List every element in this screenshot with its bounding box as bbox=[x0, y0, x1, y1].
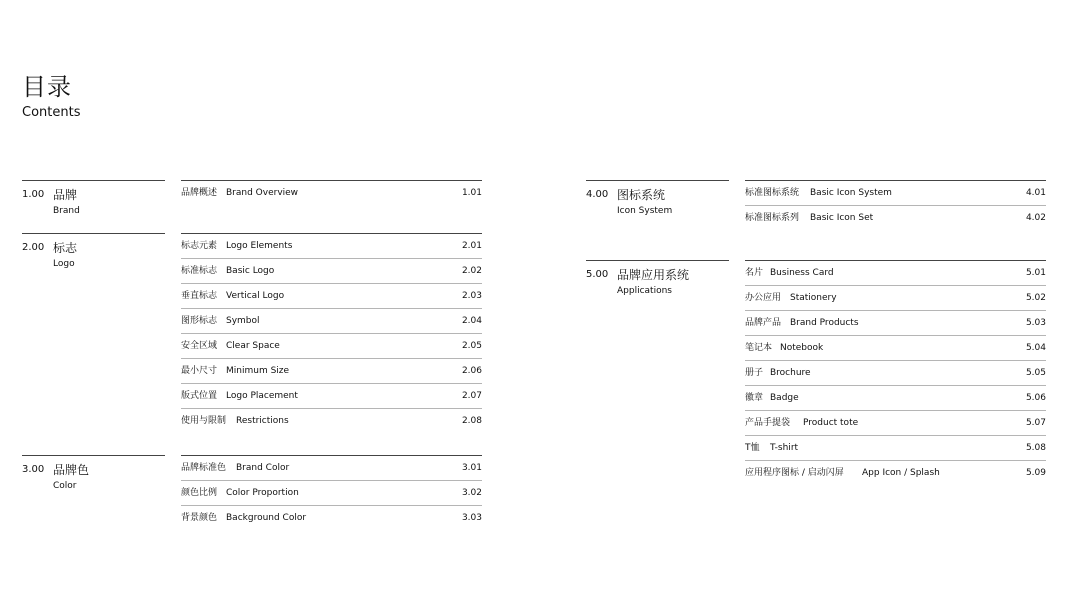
entry-title-zh: 标志元素 bbox=[181, 241, 218, 251]
toc-row-5-08[interactable] bbox=[745, 436, 1046, 461]
toc-row-5-04[interactable] bbox=[745, 336, 1046, 361]
entry-title-zh: 安全区域 bbox=[181, 341, 218, 351]
entry-title-en: Basic Logo bbox=[226, 266, 275, 276]
entry-title-zh: 品牌标准色 bbox=[181, 463, 227, 473]
entry-title-en: Clear Space bbox=[226, 341, 280, 351]
entry-title-zh: 标准图标系统 bbox=[745, 188, 800, 198]
entry-title-en: App Icon / Splash bbox=[862, 468, 940, 478]
entry-title-zh: 应用程序图标 / 启动闪屏 bbox=[745, 468, 844, 478]
entry-title-en: Basic Icon System bbox=[810, 188, 892, 198]
entry-title-zh: 版式位置 bbox=[181, 391, 218, 401]
toc-row-1-01[interactable] bbox=[181, 181, 482, 205]
toc-row-2-05[interactable] bbox=[181, 334, 482, 359]
section-list-applications bbox=[745, 260, 1046, 485]
toc-row-2-07[interactable] bbox=[181, 384, 482, 409]
entry-number: 5.06 bbox=[1025, 393, 1046, 403]
entry-number: 2.03 bbox=[461, 291, 482, 301]
toc-row-5-02[interactable] bbox=[745, 286, 1046, 311]
entry-number: 5.01 bbox=[1025, 268, 1046, 278]
section-list-brand bbox=[181, 180, 482, 205]
toc-row-2-08[interactable] bbox=[181, 409, 482, 433]
section-number: 5.00 bbox=[586, 269, 609, 280]
entry-title-en: Brand Color bbox=[236, 463, 290, 473]
entry-title-zh: 笔记本 bbox=[745, 343, 773, 353]
entry-number: 5.08 bbox=[1025, 443, 1046, 453]
toc-row-5-01[interactable] bbox=[745, 261, 1046, 286]
entry-number: 4.02 bbox=[1025, 213, 1046, 223]
entry-title-en: Logo Elements bbox=[226, 241, 293, 251]
entry-number: 5.04 bbox=[1025, 343, 1046, 353]
entry-title-en: Restrictions bbox=[236, 416, 289, 426]
entry-title-en: Minimum Size bbox=[226, 366, 290, 376]
entry-number: 2.02 bbox=[461, 266, 482, 276]
section-number: 1.00 bbox=[22, 189, 45, 200]
entry-title-en: Vertical Logo bbox=[226, 291, 285, 301]
section-number: 2.00 bbox=[22, 242, 45, 253]
entry-title-en: Stationery bbox=[790, 293, 837, 303]
entry-number: 1.01 bbox=[461, 188, 482, 198]
entry-title-en: Notebook bbox=[780, 343, 824, 353]
entry-title-zh: 品牌产品 bbox=[745, 318, 782, 328]
entry-title-zh: 册子 bbox=[745, 368, 764, 378]
entry-number: 5.02 bbox=[1025, 293, 1046, 303]
entry-title-zh: 使用与限制 bbox=[181, 416, 227, 426]
section-list-color bbox=[181, 455, 482, 530]
toc-row-3-01[interactable] bbox=[181, 456, 482, 481]
entry-title-zh: 品牌概述 bbox=[181, 188, 218, 198]
toc-row-2-06[interactable] bbox=[181, 359, 482, 384]
entry-number: 5.09 bbox=[1025, 468, 1046, 478]
entry-title-zh: 徽章 bbox=[745, 393, 764, 403]
section-title-en: Applications bbox=[617, 286, 672, 296]
entry-title-zh: 颜色比例 bbox=[181, 488, 218, 498]
entry-title-en: Business Card bbox=[770, 268, 834, 278]
section-header-logo bbox=[22, 233, 165, 294]
entry-number: 2.06 bbox=[461, 366, 482, 376]
entry-title-zh: 垂直标志 bbox=[181, 291, 218, 301]
entry-number: 2.08 bbox=[461, 416, 482, 426]
section-title-zh: 品牌应用系统 bbox=[617, 268, 690, 282]
section-title-zh: 图标系统 bbox=[617, 188, 666, 202]
entry-title-en: Brand Overview bbox=[226, 188, 299, 198]
toc-row-5-03[interactable] bbox=[745, 311, 1046, 336]
entry-title-zh: T恤 bbox=[745, 443, 760, 453]
entry-number: 3.03 bbox=[461, 513, 482, 523]
toc-row-4-01[interactable] bbox=[745, 181, 1046, 206]
toc-row-3-03[interactable] bbox=[181, 506, 482, 530]
toc-row-5-07[interactable] bbox=[745, 411, 1046, 436]
entry-title-en: Background Color bbox=[226, 513, 307, 523]
entry-number: 5.07 bbox=[1025, 418, 1046, 428]
entry-title-en: Logo Placement bbox=[226, 391, 298, 401]
section-title-zh: 标志 bbox=[53, 241, 78, 255]
entry-title-zh: 图形标志 bbox=[181, 316, 218, 326]
entry-number: 3.01 bbox=[461, 463, 482, 473]
entry-title-en: Brochure bbox=[770, 368, 811, 378]
entry-number: 5.03 bbox=[1025, 318, 1046, 328]
entry-title-zh: 标准标志 bbox=[181, 266, 218, 276]
entry-title-en: Color Proportion bbox=[226, 488, 299, 498]
section-title-zh: 品牌 bbox=[53, 188, 78, 202]
entry-title-zh: 办公应用 bbox=[745, 293, 782, 303]
toc-row-2-01[interactable] bbox=[181, 234, 482, 259]
toc-row-5-09[interactable] bbox=[745, 461, 1046, 485]
entry-title-en: Symbol bbox=[226, 316, 260, 326]
section-header-brand bbox=[22, 180, 165, 241]
section-title-en: Logo bbox=[53, 259, 75, 269]
section-header-color bbox=[22, 455, 165, 516]
entry-number: 2.05 bbox=[461, 341, 482, 351]
section-number: 4.00 bbox=[586, 189, 609, 200]
entry-title-zh: 名片 bbox=[745, 268, 764, 278]
page-subtitle: Contents bbox=[22, 105, 81, 120]
toc-row-2-04[interactable] bbox=[181, 309, 482, 334]
entry-title-en: Brand Products bbox=[790, 318, 859, 328]
entry-number: 2.01 bbox=[461, 241, 482, 251]
entry-title-zh: 产品手提袋 bbox=[745, 418, 791, 428]
entry-title-en: Product tote bbox=[803, 418, 859, 428]
toc-row-4-02[interactable] bbox=[745, 206, 1046, 230]
entry-number: 2.04 bbox=[461, 316, 482, 326]
entry-number: 2.07 bbox=[461, 391, 482, 401]
section-number: 3.00 bbox=[22, 464, 45, 475]
entry-title-en: Badge bbox=[770, 393, 799, 403]
entry-title-en: Basic Icon Set bbox=[810, 213, 874, 223]
entry-title-zh: 标准图标系列 bbox=[745, 213, 800, 223]
section-header-icon-system bbox=[586, 180, 729, 241]
page-title: 目录 bbox=[22, 73, 72, 101]
toc-row-2-03[interactable] bbox=[181, 284, 482, 309]
entry-title-en: T-shirt bbox=[770, 443, 799, 453]
entry-number: 3.02 bbox=[461, 488, 482, 498]
toc-row-2-02[interactable] bbox=[181, 259, 482, 284]
section-title-en: Icon System bbox=[617, 206, 673, 216]
entry-number: 5.05 bbox=[1025, 368, 1046, 378]
entry-title-zh: 最小尺寸 bbox=[181, 366, 218, 376]
entry-number: 4.01 bbox=[1025, 188, 1046, 198]
entry-title-zh: 背景颜色 bbox=[181, 513, 218, 523]
section-title-en: Color bbox=[53, 481, 77, 491]
section-list-icon-system bbox=[745, 180, 1046, 230]
toc-row-3-02[interactable] bbox=[181, 481, 482, 506]
toc-row-5-06[interactable] bbox=[745, 386, 1046, 411]
section-header-applications bbox=[586, 260, 729, 321]
section-title-en: Brand bbox=[53, 206, 80, 216]
section-title-zh: 品牌色 bbox=[53, 463, 90, 477]
toc-row-5-05[interactable] bbox=[745, 361, 1046, 386]
section-list-logo bbox=[181, 233, 482, 433]
